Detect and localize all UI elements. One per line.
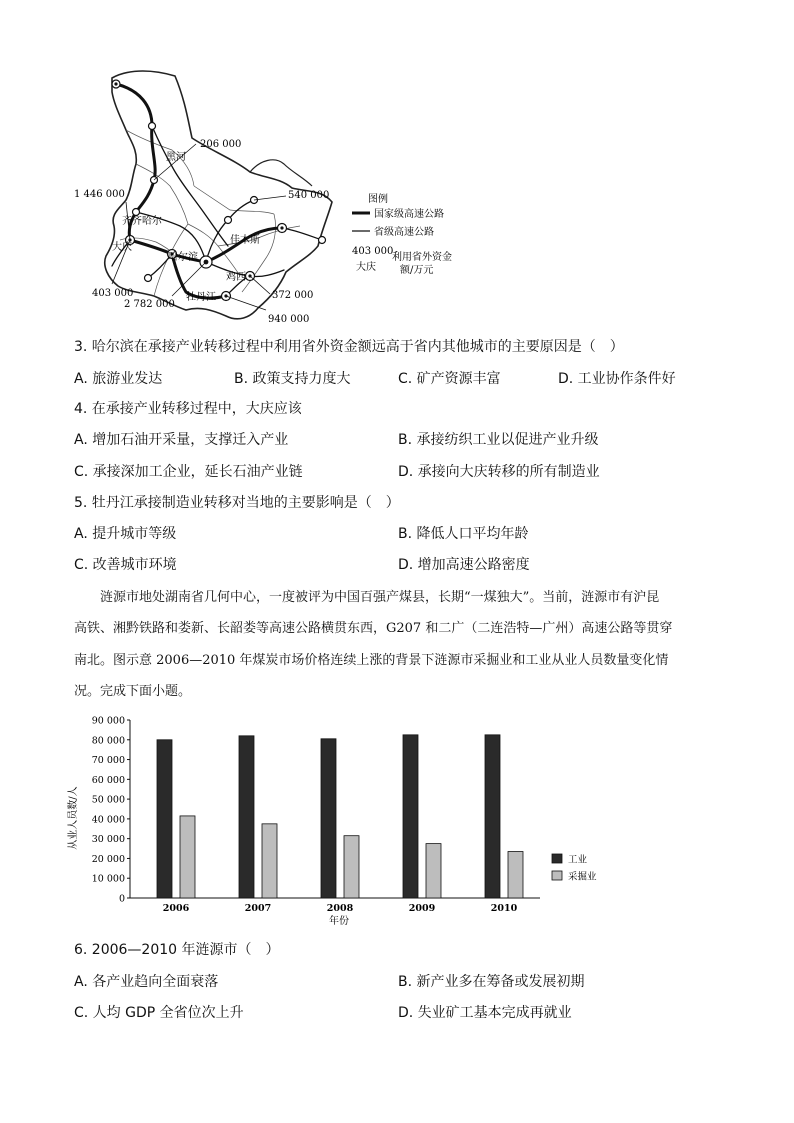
city-mudanjiang: 牡丹江	[186, 292, 216, 303]
bar-2008-industry	[321, 739, 336, 898]
value-mudanjiang: 940 000	[268, 314, 310, 325]
q3-option-b[interactable]: B. 政策支持力度大	[234, 371, 351, 387]
q3-option-a[interactable]: A. 旅游业发达	[74, 371, 163, 387]
bar-2006-mining	[180, 816, 195, 898]
value-leader-lines	[112, 144, 286, 310]
city-daqing: 大庆	[112, 242, 132, 253]
q3-stem: 3. 哈尔滨在承接产业转移过程中利用省外资金额远高于省内其他城市的主要原因是（ ）	[74, 339, 624, 355]
city-harbin: 哈尔滨	[168, 252, 198, 263]
q6-stem: 6. 2006—2010 年涟源市（ ）	[74, 942, 280, 958]
bar-2007-mining	[262, 824, 277, 898]
bar-2008-mining	[344, 836, 359, 898]
y-tick-label: 60 000	[91, 774, 125, 786]
q6-option-b[interactable]: B. 新产业多在筹备或发展初期	[398, 974, 585, 990]
y-tick-label: 20 000	[91, 853, 125, 865]
y-tick-label: 30 000	[91, 834, 125, 846]
legend-funds-line1: 利用省外资金	[392, 252, 452, 263]
legend-label: 采掘业	[568, 871, 597, 883]
y-tick-label: 80 000	[91, 735, 125, 747]
city-jiamusi: 佳木斯	[230, 235, 260, 246]
legend-national: 国家级高速公路	[374, 209, 444, 220]
value-jixi: 372 000	[272, 290, 314, 301]
q3-option-c[interactable]: C. 矿产资源丰富	[398, 371, 501, 387]
bar-2009-mining	[426, 844, 441, 898]
q5-option-d[interactable]: D. 增加高速公路密度	[398, 557, 530, 573]
legend-sample-city: 大庆	[356, 262, 376, 273]
chart-x-label: 年份	[329, 916, 349, 927]
x-tick-label: 2008	[326, 903, 354, 914]
value-jiamusi: 540 000	[288, 190, 330, 201]
chart-legend	[552, 854, 597, 883]
chart-y-label: 从业人员数/人	[68, 786, 79, 850]
bar-2007-industry	[239, 736, 254, 898]
passage-line-2: 高铁、湘黔铁路和娄新、长韶娄等高速公路横贯东西，G207 和二广（二连浩特—广州）高速公路等贯穿	[74, 621, 673, 636]
legend-provincial: 省级高速公路	[374, 227, 434, 238]
bar-2010-industry	[485, 735, 500, 898]
y-tick-label: 10 000	[91, 873, 125, 885]
legend-title: 图例	[368, 194, 388, 205]
bar-2010-mining	[508, 852, 523, 898]
heilongjiang-map	[60, 60, 480, 330]
legend-swatch	[552, 854, 562, 863]
q4-stem: 4. 在承接产业转移过程中，大庆应该	[74, 401, 302, 417]
value-harbin: 2 782 000	[124, 299, 175, 310]
passage-line-3: 南北。图示意 2006—2010 年煤炭市场价格连续上涨的背景下涟源市采掘业和工业从业人员数量变化情	[74, 653, 669, 668]
city-qiqihar: 齐齐哈尔	[122, 216, 162, 227]
bar-2009-industry	[403, 735, 418, 898]
employment-bar-chart	[60, 710, 620, 935]
q5-option-b[interactable]: B. 降低人口平均年龄	[398, 526, 529, 542]
y-tick-label: 0	[118, 893, 125, 905]
passage-line-4: 况。完成下面小题。	[74, 684, 192, 699]
x-tick-label: 2009	[408, 903, 436, 914]
passage-line-1: 涟源市地处湖南省几何中心，一度被评为中国百强产煤县，长期“一煤独大”。当前，涟源市有沪昆	[100, 590, 660, 605]
q4-option-d[interactable]: D. 承接向大庆转移的所有制造业	[398, 464, 600, 480]
q4-option-b[interactable]: B. 承接纺织工业以促进产业升级	[398, 432, 599, 448]
legend-funds-line2: 额/万元	[400, 265, 434, 276]
legend-sample-value: 403 000	[352, 246, 394, 257]
q5-option-a[interactable]: A. 提升城市等级	[74, 526, 177, 542]
city-jixi: 鸡西	[226, 272, 246, 283]
y-tick-label: 50 000	[91, 794, 125, 806]
value-heihe: 206 000	[200, 139, 242, 150]
y-tick-label: 40 000	[91, 814, 125, 826]
city-heihe: 黑河	[166, 152, 186, 163]
value-daqing: 403 000	[92, 288, 134, 299]
q4-option-c[interactable]: C. 承接深加工企业，延长石油产业链	[74, 464, 303, 480]
q6-option-a[interactable]: A. 各产业趋向全面衰落	[74, 974, 219, 990]
q5-stem: 5. 牡丹江承接制造业转移对当地的主要影响是（ ）	[74, 495, 400, 511]
legend-swatch	[552, 871, 562, 880]
national-highways	[116, 84, 282, 298]
q5-option-c[interactable]: C. 改善城市环境	[74, 557, 177, 573]
x-tick-label: 2010	[490, 903, 518, 914]
chart-y-ticks	[92, 716, 130, 905]
bar-2006-industry	[157, 740, 172, 898]
value-qiqihar: 1 446 000	[74, 189, 125, 200]
x-tick-label: 2007	[244, 903, 272, 914]
map-legend	[352, 192, 452, 276]
q6-option-c[interactable]: C. 人均 GDP 全省位次上升	[74, 1005, 244, 1021]
chart-x-ticks	[163, 903, 518, 914]
x-tick-label: 2006	[162, 903, 190, 914]
y-tick-label: 70 000	[91, 755, 125, 767]
legend-label: 工业	[568, 854, 588, 866]
y-tick-label: 90 000	[91, 715, 125, 727]
q3-option-d[interactable]: D. 工业协作条件好	[558, 371, 676, 387]
q4-option-a[interactable]: A. 增加石油开采量，支撑迁入产业	[74, 432, 289, 448]
q6-option-d[interactable]: D. 失业矿工基本完成再就业	[398, 1005, 572, 1021]
prefecture-boundaries	[120, 130, 300, 296]
chart-bars	[157, 735, 523, 898]
